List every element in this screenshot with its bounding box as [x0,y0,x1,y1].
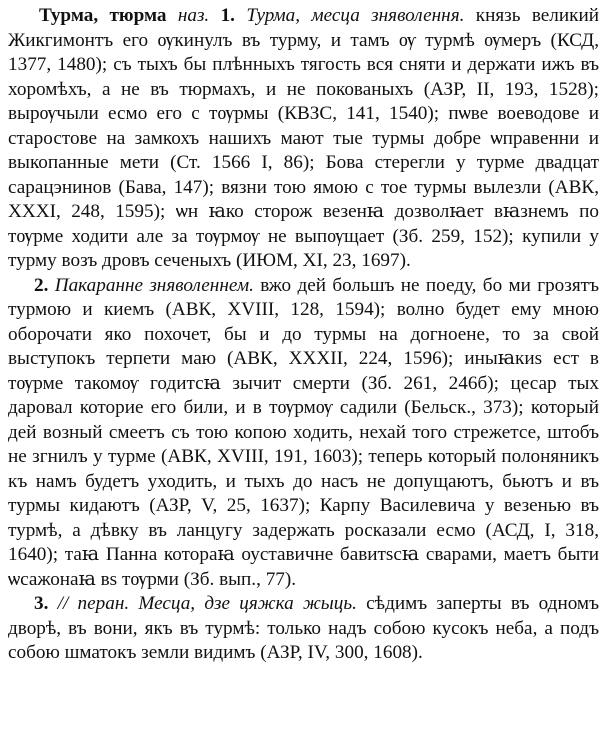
sense-1 [8,4,599,274]
sense-citations: сѣдимъ заперты въ одномъ дворѣ, въ вони, якъ въ турмѣ: только надъ собою кусокъ неба, а подъ собою шматокъ земли видимъ (АЗР, IV, 300, 1608). [8,593,599,663]
sense-number: 2. [34,274,49,296]
sense-citations: вжо дей большъ не поеду, бо ми грозятъ турмою и киемъ (АВК, XVIII, 128, 1594); волно будет ему мною оборочати яко похочет, бы и до турмы на догноене, то за свой выступокъ терпети маю (АВК, XXXII, 224, 1596); иныꙗкиѕ ест в тѹрме такомѹ годитсꙗ зычит смерти (Зб. 261, 246б); цесар тых даровал которие его били, и в тѹрмѹ садили (Бельск., 373); который дей возный смеетъ съ тою копою ходить, нехай того стрежетсе, штобъ не згнилъ у турме (АВК, XVIII, 191, 1603); теперь который полоняникъ къ намъ будетъ уходить, и тыхъ до насъ не допущаютъ, бьютъ и въ турмы кидаютъ (АЗР, V, 25, 1637); Карпу Василевича у везенью въ турмѣ, а дѣвку въ ланцугу задержать росказали есмо (АСД, I, 318, 1640); таꙗ Панна котораꙗ оуставичне бавитѕсꙗ сварами, маетъ быти ѡсажонаꙗ вѕ тѹрми (Зб. вып., 77). [8,274,599,590]
sense-2 [8,274,599,593]
grammar-label: наз. [177,5,210,26]
sense-number: 1. [220,5,235,26]
sense-3 [8,592,599,666]
sense-definition: Турма, месца зняволення. [246,5,465,26]
sense-citations: князь великий Жикгимонтъ его ѹкинулъ въ турму, и тамъ ѹ турмѣ ѹмеръ (КСД, 1377, 1480); съ тыхъ бы плѣнныхъ тягость вся сняти и держати ижъ въ хоромѣхъ, а не въ тюрмахъ, и не покованыхъ (АЗР, II, 193, 1528); вырѹчыли есмо его с тѹрмы (КВЗС, 141, 1540); пѡве воеводове и старостове на замкохъ нашихъ мают тые турмы добре ѡправенни и выкопанные мети (Ст. 1566 I, 86); Бова стерегли у турме двадцат сарацэнинов (Бава, 147); вязни тою ямою с тое турмы вылезли (АВК, XXXI, 248, 1595); ѡн ꙗко сторож везенꙗ дозволꙗет вꙗзнемъ по тѹрме ходити але за тѹрмѹ не выпѹщает (Зб. 259, 152); купили у турму возъ дровъ сеченыхъ (ИЮМ, XI, 23, 1697). [8,5,600,271]
sense-definition: // перан. Месца, дзе цяжка жыць. [57,593,357,614]
headword: Турма, тюрма [39,5,167,26]
sense-number: 3. [34,593,49,614]
sense-definition: Пакаранне зняволеннем. [54,274,254,296]
